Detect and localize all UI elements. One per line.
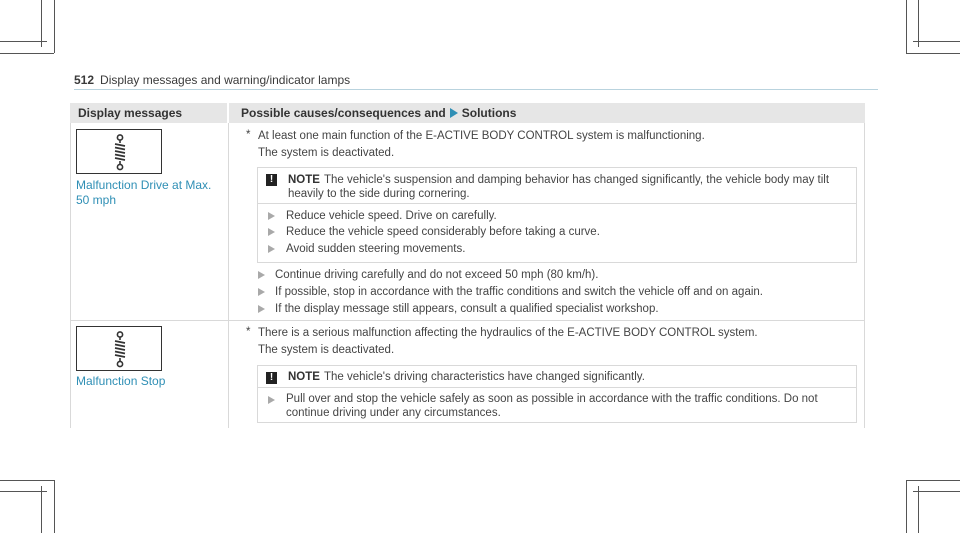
crop-mark — [906, 0, 907, 53]
column-header-causes — [229, 103, 865, 123]
column-header-messages: Display messages — [70, 103, 227, 123]
crop-mark — [54, 0, 55, 53]
crop-mark — [41, 486, 42, 533]
table-border — [864, 123, 865, 428]
solution-step: If possible, stop in accordance with the traffic conditions and switch the vehicle off and on again. — [275, 286, 763, 298]
note-text — [288, 173, 829, 188]
crop-mark — [918, 486, 919, 533]
crop-mark — [0, 491, 47, 492]
cause-text: At least one main function of the E-ACTIVE BODY CONTROL system is malfunctioning. — [258, 130, 705, 142]
message-line: 50 mph — [76, 193, 117, 207]
step-arrow-icon — [258, 305, 265, 313]
note-step: Avoid sudden steering movements. — [286, 243, 466, 255]
step-arrow-icon — [268, 245, 275, 253]
column-header-solutions-label: Solutions — [461, 106, 517, 120]
table-border — [70, 123, 71, 428]
page-number: 512 — [74, 73, 95, 87]
suspension-warning-symbol — [76, 129, 162, 174]
header-rule — [74, 89, 878, 90]
cause-text: The system is deactivated. — [258, 344, 395, 356]
note-box — [257, 365, 857, 423]
condition-marker: * — [246, 129, 251, 141]
note-line: The vehicle's suspension and damping behavior has changed significantly, the vehicle body may tilt — [323, 174, 830, 186]
suspension-spring-icon — [112, 331, 128, 368]
crop-mark — [906, 480, 907, 533]
note-label: NOTE — [288, 174, 320, 186]
cause-text: The system is deactivated. — [258, 147, 395, 159]
condition-marker: * — [246, 326, 251, 338]
step-arrow-icon — [268, 228, 275, 236]
warning-note-icon: ! — [266, 174, 277, 186]
note-line: The vehicle's driving characteristics have changed significantly. — [323, 371, 645, 383]
table-border — [228, 123, 229, 428]
crop-mark — [918, 0, 919, 47]
note-step: continue driving under any circumstances. — [286, 407, 501, 419]
note-label: NOTE — [288, 371, 320, 383]
step-arrow-icon — [258, 271, 265, 279]
note-step: Reduce vehicle speed. Drive on carefully. — [286, 210, 497, 222]
note-box — [257, 167, 857, 263]
step-arrow-icon — [268, 396, 275, 404]
crop-mark — [54, 480, 55, 533]
arrow-right-icon — [450, 108, 458, 118]
crop-mark — [906, 53, 960, 54]
note-divider — [258, 387, 856, 388]
table-border — [70, 320, 865, 321]
step-arrow-icon — [268, 212, 275, 220]
warning-note-icon: ! — [266, 372, 277, 384]
suspension-spring-icon — [112, 134, 128, 171]
message-drive-max — [76, 178, 211, 208]
crop-mark — [0, 480, 54, 481]
page-title: Display messages and warning/indicator lamps — [100, 73, 351, 87]
crop-mark — [913, 491, 960, 492]
crop-mark — [913, 41, 960, 42]
note-line: heavily to the side during cornering. — [288, 188, 470, 200]
step-arrow-icon — [258, 288, 265, 296]
crop-mark — [0, 53, 54, 54]
crop-mark — [0, 41, 47, 42]
crop-mark — [906, 480, 960, 481]
column-header-causes-label: Possible causes/consequences and — [241, 106, 446, 120]
suspension-warning-symbol — [76, 326, 162, 371]
page-header — [74, 73, 350, 87]
note-step: Reduce the vehicle speed considerably before taking a curve. — [286, 226, 600, 238]
note-step: Pull over and stop the vehicle safely as soon as possible in accordance with the traffic conditions. Do not — [286, 393, 818, 405]
message-line: Malfunction Drive at Max. — [76, 178, 212, 192]
note-text — [288, 370, 645, 385]
message-malfunction-stop: Malfunction Stop — [76, 374, 166, 388]
crop-mark — [41, 0, 42, 47]
note-divider — [258, 203, 856, 204]
solution-step: Continue driving carefully and do not exceed 50 mph (80 km/h). — [275, 269, 599, 281]
solution-step: If the display message still appears, consult a qualified specialist workshop. — [275, 303, 659, 315]
cause-text: There is a serious malfunction affecting the hydraulics of the E-ACTIVE BODY CONTROL system. — [258, 327, 758, 339]
